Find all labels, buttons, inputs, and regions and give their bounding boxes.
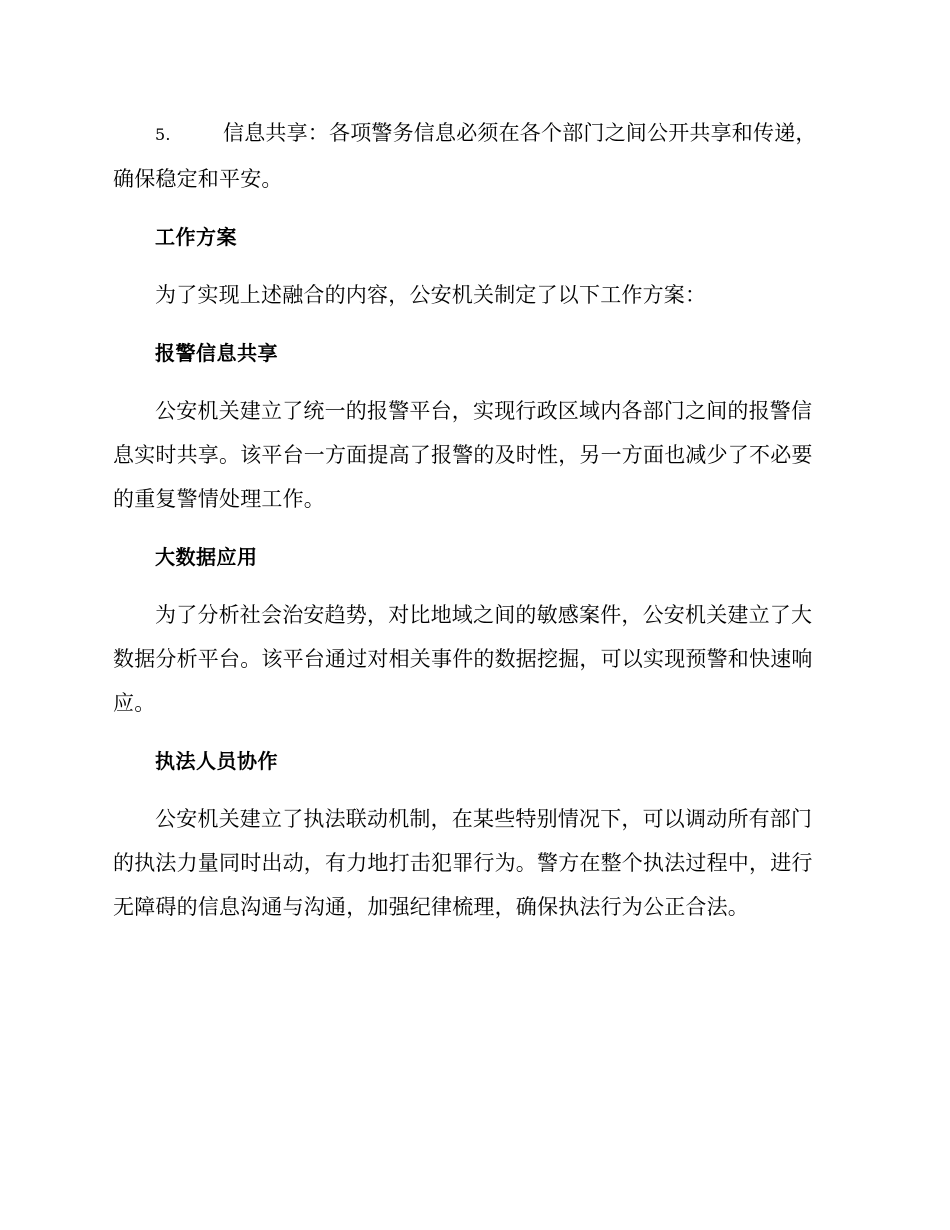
document-page (113, 111, 833, 943)
heading-alarm-info-sharing: 报警信息共享 (155, 341, 278, 365)
paragraph-law-enforcement-cooperation: 公安机关建立了执法联动机制，在某些特别情况下，可以调动所有部门的执法力量同时出动，有力地打击犯罪行为。警方在整个执法过程中，进行无障碍的信息沟通与沟通，加强纪律梳理，确保执法行为公正合法。 (113, 807, 813, 919)
heading-big-data: 大数据应用 (155, 545, 258, 569)
heading-law-enforcement-cooperation: 执法人员协作 (155, 749, 278, 773)
list-item-5 (113, 111, 833, 201)
paragraph-big-data: 为了分析社会治安趋势，对比地域之间的敏感案件，公安机关建立了大数据分析平台。该平台通过对相关事件的数据挖掘，可以实现预警和快速响应。 (113, 603, 813, 715)
section-title-work-plan: 工作方案 (155, 225, 237, 249)
paragraph-alarm-info-sharing: 公安机关建立了统一的报警平台，实现行政区域内各部门之间的报警信息实时共享。该平台一方面提高了报警的及时性，另一方面也减少了不必要的重复警情处理工作。 (113, 399, 813, 511)
list-item-text: 信息共享：各项警务信息必须在各个部门之间公开共享和传递，确保稳定和平安。 (113, 121, 817, 191)
list-number: 5. (155, 125, 171, 144)
intro-paragraph: 为了实现上述融合的内容，公安机关制定了以下工作方案： (155, 283, 707, 307)
